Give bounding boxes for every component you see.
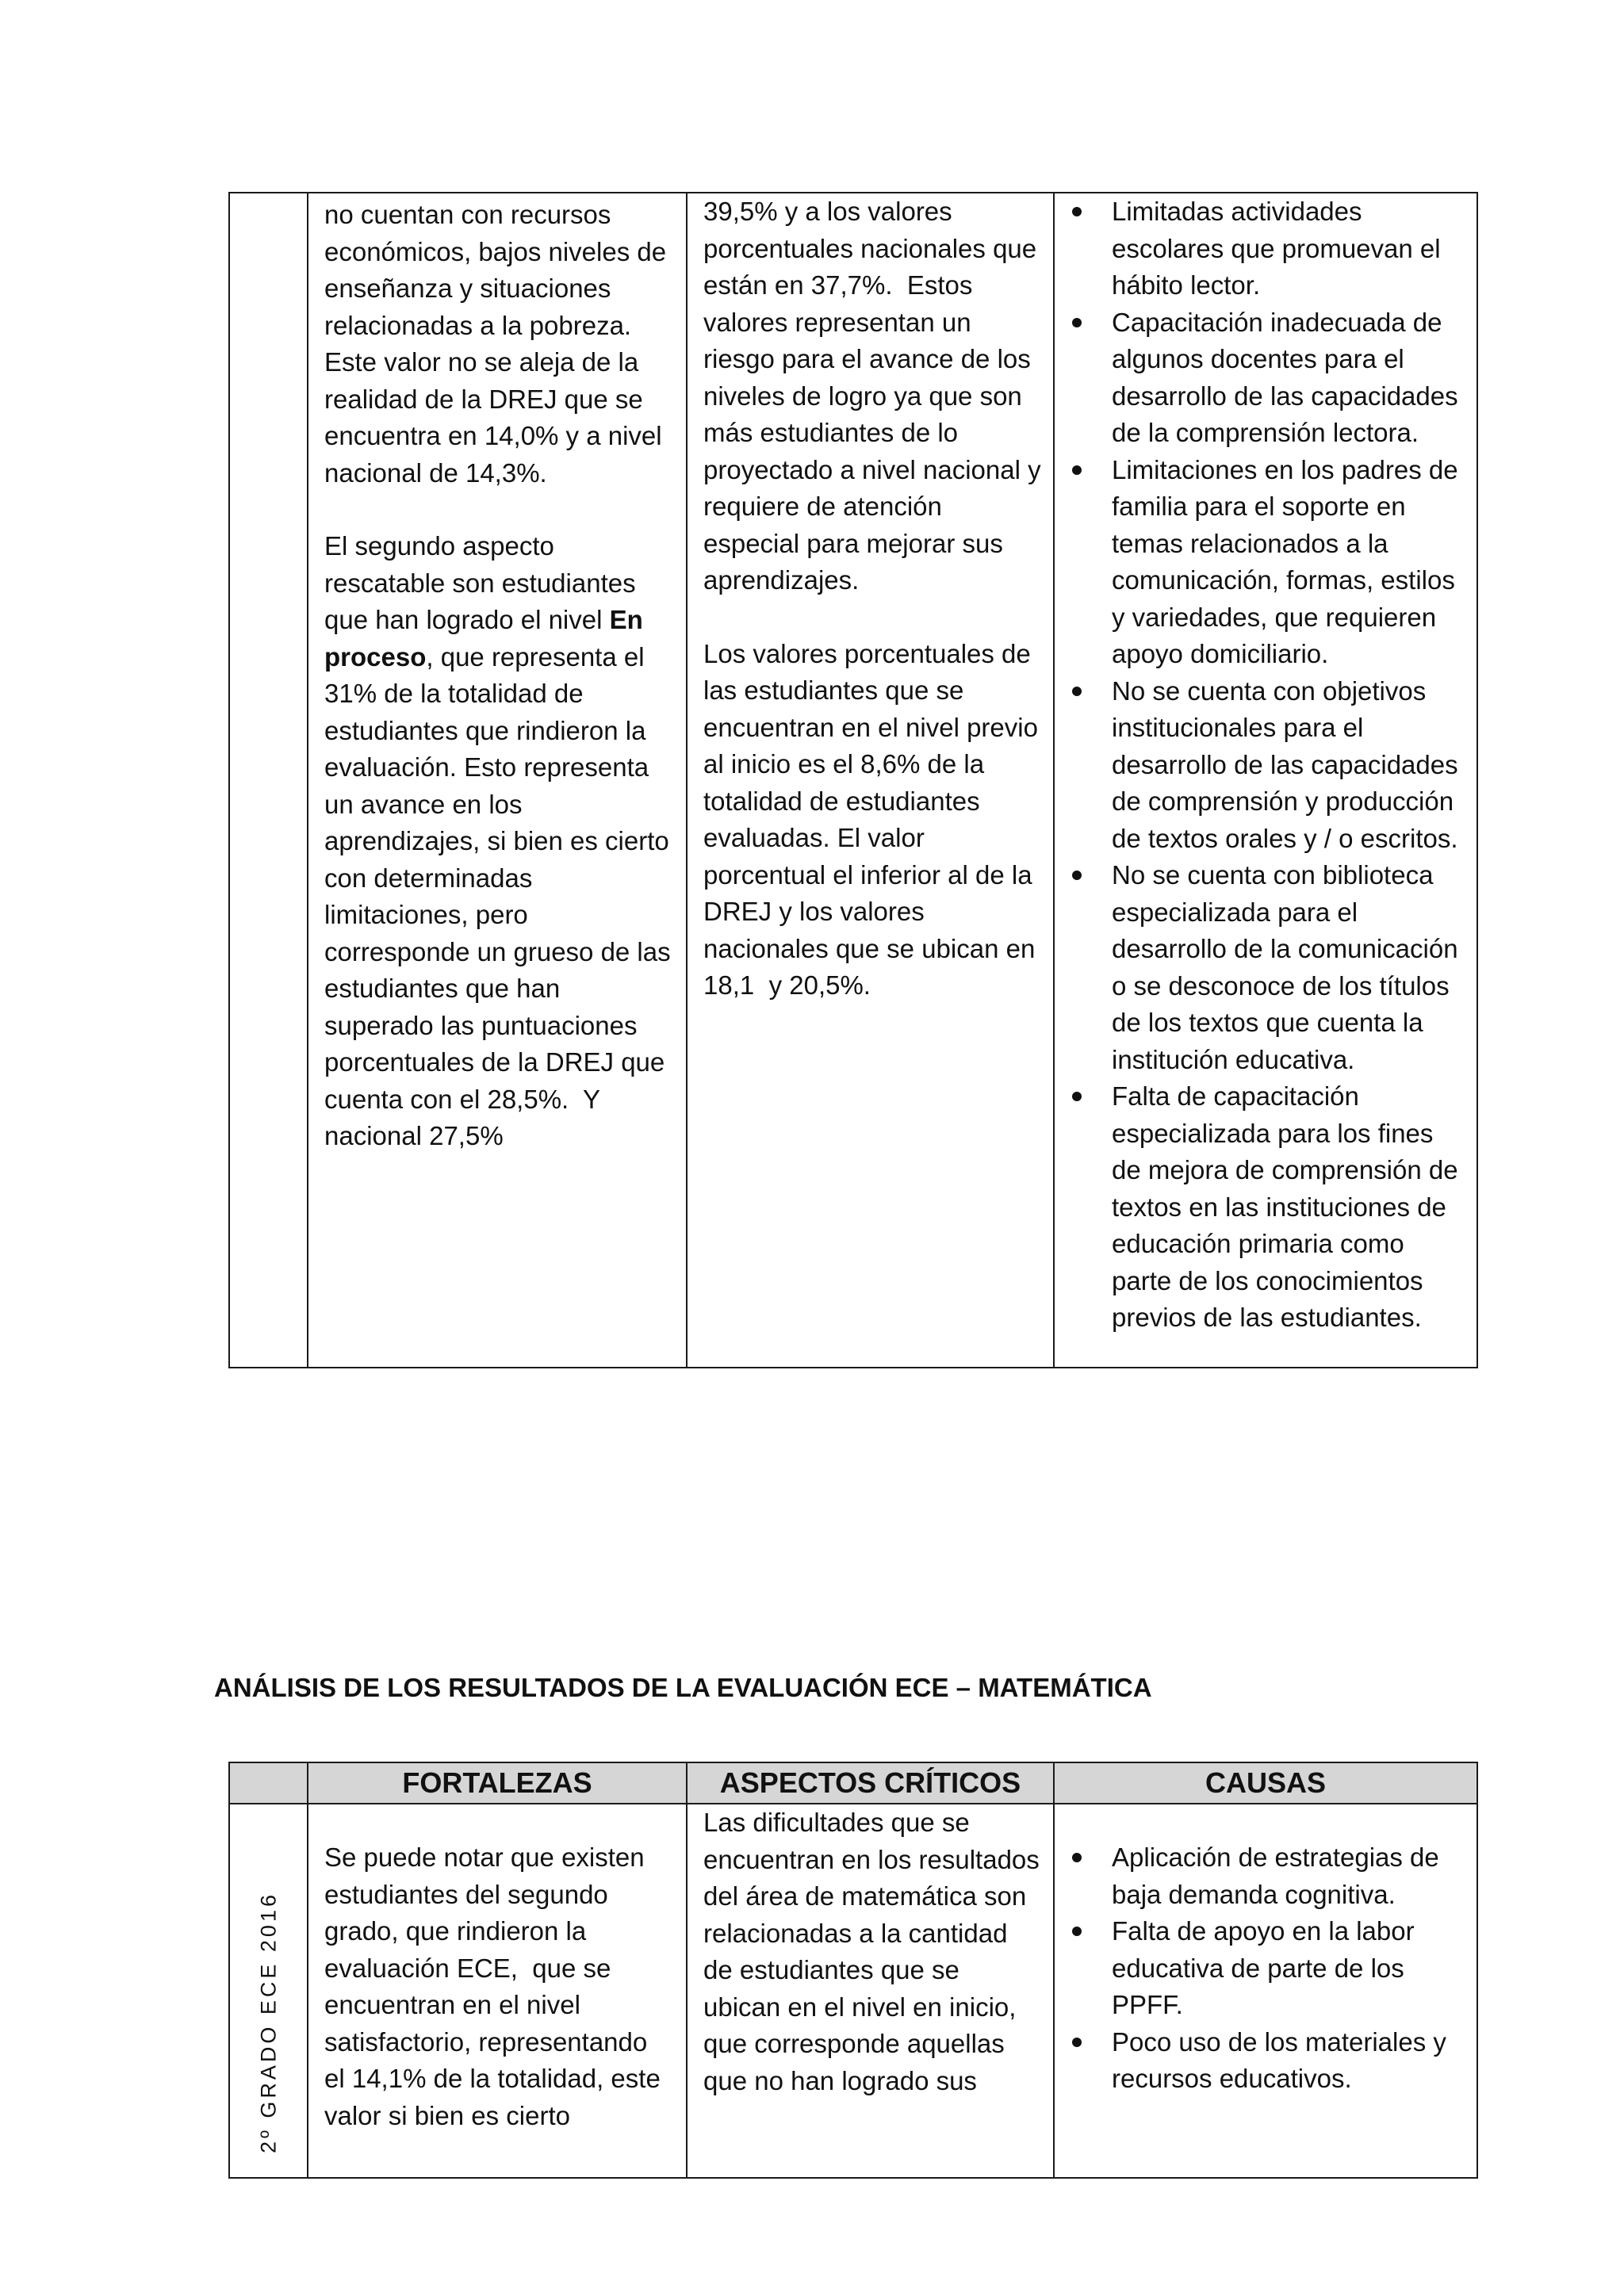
matematica-analysis-table: [228, 1762, 1478, 2179]
aspectos-criticos-cell: [687, 193, 1054, 1368]
comunicacion-analysis-table: [228, 192, 1478, 1368]
table-header-row: [229, 1762, 1477, 1804]
fortalezas-cell: [308, 193, 687, 1368]
fortalezas-paragraph-2: El segundo aspecto rescatable son estudiantes que han logrado el nivel En proceso, que representa el 31% de la totalidad de estudiantes que rindieron la evaluación. Esto representa un avance en los aprendizajes, si bien es cierto con determinadas limitaciones, pero corresponde un grueso de las estudiantes que han superado las puntuaciones porcentuales de la DREJ que cuenta con el 28,5%. Y nacional 27,5%: [324, 531, 678, 1150]
aspectos-paragraph-2: Los valores porcentuales de las estudiantes que se encuentran en el nivel previo al inicio es el 8,6% de la totalidad de estudiantes evaluadas. El valor porcentual el inferior al de la DREJ y los valores nacionales que se ubican en 18,1 y 20,5%.: [703, 638, 1046, 1000]
list-item: Capacitación inadecuada de algunos docentes para el desarrollo de las capacidades de la comprensión lectora.: [1055, 304, 1477, 452]
aspectos-criticos-cell: [687, 1804, 1054, 2178]
list-item: Limitaciones en los padres de familia para el soporte en temas relacionados a la comunicación, formas, estilos y variedades, que requieren apoyo domiciliario.: [1055, 452, 1477, 673]
causas-list: [1055, 1804, 1477, 2098]
fortalezas-text: Se puede notar que existen estudiantes del segundo grado, que rindieron la evaluación ECE, que se encuentran en el nivel satisfactorio, representando el 14,1% de la totalidad, este valor si bien es cierto: [324, 1843, 668, 2130]
list-item: Falta de capacitación especializada para los fines de mejora de comprensión de textos en las instituciones de educación primaria como parte de los conocimientos previos de las estudiantes.: [1055, 1078, 1477, 1337]
row-label-cell: [229, 193, 308, 1368]
list-item: Falta de apoyo en la labor educativa de parte de los PPFF.: [1055, 1913, 1477, 2024]
table-row: [229, 193, 1477, 1368]
list-item: Limitadas actividades escolares que promuevan el hábito lector.: [1055, 193, 1477, 304]
aspectos-paragraph-1: 39,5% y a los valores porcentuales nacionales que están en 37,7%. Estos valores representan un riesgo para el avance de los niveles de logro ya que son más estudiantes de lo proyectado a nivel nacional y requiere de atención especial para mejorar sus aprendizajes.: [703, 197, 1048, 595]
causas-list: [1055, 193, 1477, 1337]
grade-label: 2º GRADO ECE 2016: [256, 1892, 280, 2153]
header-causas: CAUSAS: [1054, 1762, 1477, 1804]
fortalezas-paragraph-1: no cuentan con recursos económicos, bajos niveles de enseñanza y situaciones relacionadas a la pobreza. Este valor no se aleja de la realidad de la DREJ que se encuentra en 14,0% y a nivel nacional de 14,3%.: [324, 200, 674, 488]
aspectos-text: Las dificultades que se encuentran en los resultados del área de matemática son relacionadas a la cantidad de estudiantes que se ubican en el nivel en inicio, que corresponde aquellas que no han logrado sus: [703, 1808, 1047, 2095]
section-heading: ANÁLISIS DE LOS RESULTADOS DE LA EVALUACIÓN ECE – MATEMÁTICA: [214, 1673, 1152, 1702]
table-row: [229, 1804, 1477, 2178]
header-empty: [229, 1762, 308, 1804]
list-item: Aplicación de estrategias de baja demanda cognitiva.: [1055, 1839, 1477, 1913]
header-fortalezas: FORTALEZAS: [308, 1762, 687, 1804]
row-label-cell: [229, 1804, 308, 2178]
header-aspectos-criticos: ASPECTOS CRÍTICOS: [687, 1762, 1054, 1804]
list-item: No se cuenta con biblioteca especializada para el desarrollo de la comunicación o se desconoce de los títulos de los textos que cuenta la institución educativa.: [1055, 857, 1477, 1078]
causas-cell: [1054, 1804, 1477, 2178]
list-item: Poco uso de los materiales y recursos educativos.: [1055, 2024, 1477, 2098]
fortalezas-cell: [308, 1804, 687, 2178]
causas-cell: [1054, 193, 1477, 1368]
list-item: No se cuenta con objetivos institucionales para el desarrollo de las capacidades de comprensión y producción de textos orales y / o escritos.: [1055, 673, 1477, 858]
